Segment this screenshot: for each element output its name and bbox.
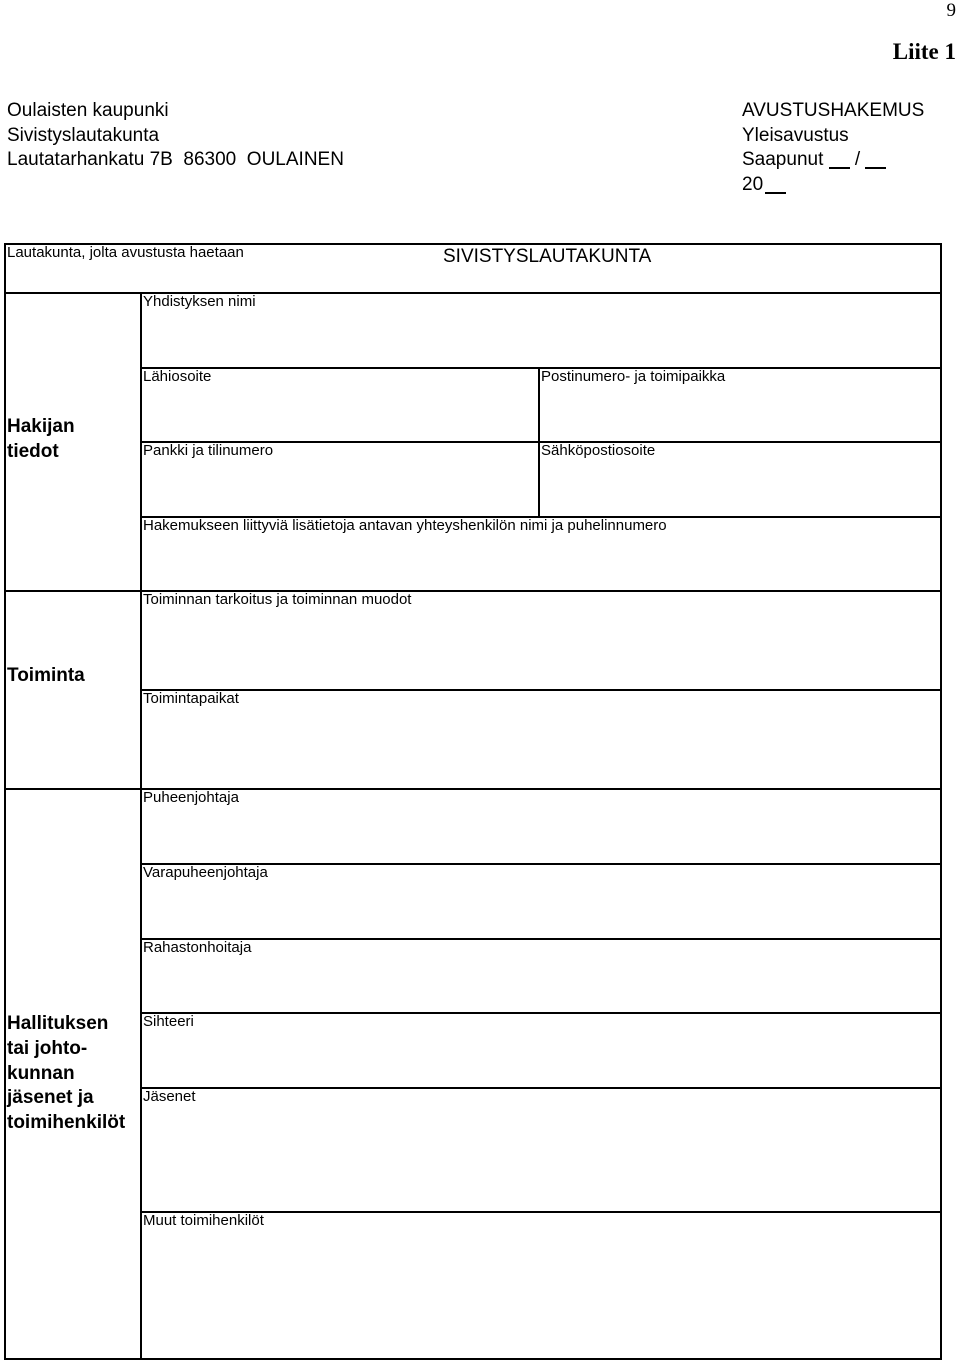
board-row-value: SIVISTYSLAUTAKUNTA <box>443 246 652 267</box>
sender-department: Sivistyslautakunta <box>7 124 160 146</box>
members-field[interactable] <box>140 1087 942 1213</box>
board-title-line: toimihenkilöt <box>7 1112 126 1133</box>
date-separator: / <box>854 149 861 170</box>
applicant-section-title <box>7 414 75 464</box>
board-section-cell <box>4 788 142 1360</box>
board-row-label: Lautakunta, jolta avustusta haetaan <box>7 244 244 261</box>
board-title-line: kunnan <box>7 1062 75 1084</box>
secretary-field[interactable] <box>140 1012 942 1089</box>
activity-purpose-field[interactable] <box>140 590 942 691</box>
association-name-field[interactable] <box>140 292 942 369</box>
other-officials-field[interactable] <box>140 1211 942 1360</box>
form-type: Yleisavustus <box>742 124 849 146</box>
activity-section-cell <box>4 590 142 790</box>
bank-account-label: Pankki ja tilinumero <box>143 442 274 459</box>
sender-organization: Oulaisten kaupunki <box>7 100 169 121</box>
activity-section-title: Toiminta <box>7 665 85 686</box>
street-address-label: Lähiosoite <box>143 368 212 385</box>
board-section-title <box>7 1012 125 1136</box>
activity-locations-field[interactable] <box>140 689 942 790</box>
applicant-title-line: tiedot <box>7 441 59 462</box>
page-number: 9 <box>946 0 956 21</box>
form-header-block <box>742 99 924 197</box>
year-prefix: 20 <box>742 173 764 195</box>
received-month-blank[interactable] <box>865 150 886 169</box>
street-address-field[interactable] <box>140 367 540 443</box>
association-name-label: Yhdistyksen nimi <box>143 293 256 310</box>
email-field[interactable] <box>538 441 942 518</box>
contact-person-field[interactable] <box>140 516 942 592</box>
received-year-line <box>742 173 924 198</box>
members-label: Jäsenet <box>143 1088 196 1105</box>
postal-code-city-label: Postinumero- ja toimipaikka <box>541 368 726 385</box>
bank-account-field[interactable] <box>140 441 540 518</box>
applicant-title-line: Hakijan <box>7 416 75 437</box>
postal-code-city-field[interactable] <box>538 367 942 443</box>
chair-label: Puheenjohtaja <box>143 789 239 806</box>
other-officials-label: Muut toimihenkilöt <box>143 1212 264 1229</box>
activity-locations-label: Toimintapaikat <box>143 690 239 707</box>
sender-address-block <box>7 99 344 173</box>
applicant-section-cell <box>4 292 142 592</box>
vice-chair-label: Varapuheenjohtaja <box>143 864 268 881</box>
received-label: Saapunut <box>742 149 824 170</box>
treasurer-label: Rahastonhoitaja <box>143 939 252 956</box>
board-row <box>4 243 942 294</box>
treasurer-field[interactable] <box>140 938 942 1014</box>
activity-purpose-label: Toiminnan tarkoitus ja toiminnan muodot <box>143 591 412 608</box>
board-title-line: Hallituksen <box>7 1013 109 1034</box>
received-day-blank[interactable] <box>829 150 850 169</box>
vice-chair-field[interactable] <box>140 863 942 940</box>
email-label: Sähköpostiosoite <box>541 442 656 459</box>
sender-street-address: Lautatarhankatu 7B 86300 OULAINEN <box>7 149 344 170</box>
attachment-label: Liite 1 <box>892 39 956 64</box>
received-year-blank[interactable] <box>765 175 786 194</box>
board-title-line: tai johto- <box>7 1037 88 1059</box>
secretary-label: Sihteeri <box>143 1013 194 1030</box>
received-date-line <box>742 148 924 173</box>
board-title-line: jäsenet ja <box>7 1087 94 1109</box>
chair-field[interactable] <box>140 788 942 865</box>
form-title: AVUSTUSHAKEMUS <box>742 100 925 121</box>
contact-person-label: Hakemukseen liittyviä lisätietoja antavan yhteyshenkilön nimi ja puhelinnumero <box>143 517 667 534</box>
